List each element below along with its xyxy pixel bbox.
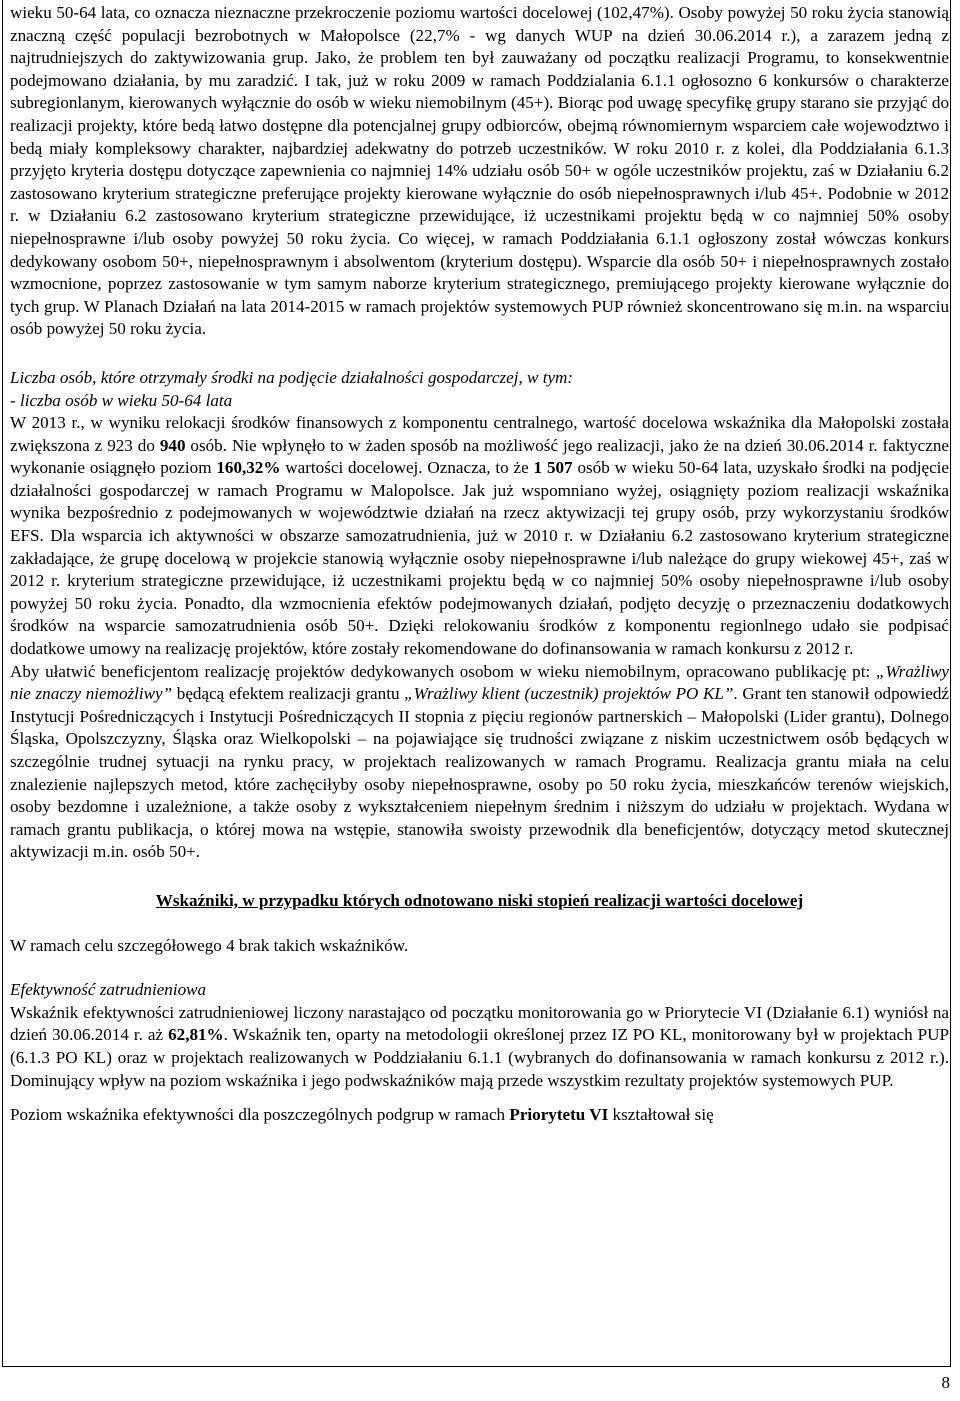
grant-title: „Wrażliwy klient (uczestnik) projektów PO KL” bbox=[404, 684, 734, 704]
paragraph-effectiveness: Wskaźnik efektywności zatrudnieniowej liczony narastająco od początku monitorowania go w Priorytecie VI (Działanie 6.1) wyniósł na dzień 30.06.2014 r. aż 62,81%. Wskaźnik ten, oparty na metodologii określonej przez IZ PO KL, monitorowany był w projektach PUP (6.1.3 PO KL) oraz w projektach realizowanych w Poddziałaniu 6.1.1 (wybranych do dofinansowania w ramach konkursu z 2012 r.). Dominujący wpływ na poziom wskaźnika i jego podwskaźników mają przede wszystkim rezultaty projektów systemowych PUP. bbox=[10, 1002, 949, 1090]
indicator-subtitle: - liczba osób w wieku 50-64 lata bbox=[10, 390, 233, 410]
paragraph-no-indicators: W ramach celu szczegółowego 4 brak takich wskaźników. bbox=[10, 935, 409, 955]
paragraph-grant: Aby ułatwić beneficjentom realizację projektów dedykowanych osobom w wieku niemobilnym, opracowano publikację pt: „Wrażliwy nie znaczy niemożliwy” będącą efektem realizacji grantu „Wrażliwy klient (uczestnik) projektów PO KL”. Grant ten stanowił odpowiedź Instytucji Pośredniczących i Instytucji Pośredniczących II stopnia z pięciu regionów partnerskich – Małopolski (Lider grantu), Dolnego Śląska, Opolszczyzny, Śląska oraz Wielkopolski – na pojawiające się trudności związane z niskim uczestnictwem osób będących w szczególnie trudnej sytuacji na rynku pracy, w projektach realizowanych w ramach Programu. Realizacja grantu miała na celu znalezienie najlepszych metod, które zachęciłyby osoby niepełnosprawne, osoby po 50 roku życia, mieszkańców terenów wiejskich, osoby bezdomne i uzależnione, a także osoby z wykształceniem niepełnym średnim i niższym do udziału w projektach. Wydana w ramach grantu publikacja, o której mowa na wstępie, stanowiła swoisty przewodnik dla beneficjentów, dotyczący metod skutecznej aktywizacji m.in. osób 50+. bbox=[10, 661, 949, 862]
document-body bbox=[10, 2, 949, 1127]
paragraph-indicator-analysis: W 2013 r., w wyniku relokacji środków finansowych z komponentu centralnego, wartość docelowa wskaźnika dla Małopolski została zwiększona z 923 do 940 osób. Nie wpłynęło to w żaden sposób na możliwość jego realizacji, jako że na dzień 30.06.2014 r. faktyczne wykonanie osiągnęło poziom 160,32% wartości docelowej. Oznacza, to że 1 507 osób w wieku 50-64 lata, uzyskało środki na podjęcie działalności gospodarczej w ramach Programu w Malopolsce. Jak już wspomniano wyżej, osiągnięty poziom realizacji wskaźnika wynika bezpośrednio z podejmowanych w województwie działań na rzecz aktywizacji tej grupy osób, przy wykorzystaniu środków EFS. Dla wsparcia ich aktywności w obszarze samozatrudnienia, już w 2010 r. w Działaniu 6.2 zastosowano kryterium strategiczne zakładające, że grupę docelową w projekcie stanowią wyłącznie osoby niepełnosprawne i/lub należące do grupy wiekowej 45+, zaś w 2012 r. kryterium strategiczne przewidujące, iż uczestnikami projektu będą w co najmniej 50% osoby niepełnosprawne i/lub osoby powyżej 50 roku życia. Ponadto, dla wzmocnienia efektów podejmowanych działań, podjęto decyzję o przeznaczeniu dodatkowych środków na wsparcie samozatrudnienia osób 50+. Dzięki relokowaniu środków z komponentu regionlnego udało sie podpisać dodatkowe umowy na realizację projektów, które zostały rekomendowane do dofinansowania w ramach konkursu z 2012 r. bbox=[10, 413, 950, 659]
indicator-title: Liczba osób, które otrzymały środki na podjęcie działalności gospodarczej, w tym: bbox=[10, 367, 574, 387]
paragraph-subgroups: Poziom wskaźnika efektywności dla poszczególnych podgrup w ramach Priorytetu VI kształtował się bbox=[10, 1105, 714, 1125]
effectiveness-value: 62,81% bbox=[168, 1025, 224, 1045]
section-heading: Wskaźniki, w przypadku których odnotowano niski stopień realizacji wartości docelowej bbox=[155, 890, 804, 910]
page-number: 8 bbox=[941, 1373, 950, 1392]
paragraph-50plus-support: wieku 50-64 lata, co oznacza nieznaczne przekroczenie poziomu wartości docelowej (102,47%). Osoby powyżej 50 roku życia stanowią znaczną część populacji bezrobotnych w Małopolsce (22,7% - wg danych WUP na dzień 30.06.2014 r.), a zarazem jedną z najtrudniejszych do zaktywizowania grup. Jako, że problem ten był zauważany od początku realizacji Programu, to konsekwentnie podejmowano działania, by mu zaradzić. I tak, już w roku 2009 w ramach Poddzialania 6.1.1 ogłosozno 6 konkursów o charakterze subregionlanym, kierowanych wyłącznie do osób w wieku niemobilnym (45+). Biorąc pod uwagę specyfikę grupy starano sie przyjąć do realizacji projekty, które bedą łatwo dostępne dla potencjalnej grupy odbiorców, obejmą równomiernym wsparciem całe wojewodztwo i bedą miały kompleksowy charakter, najbardziej adekwatny do potrzeb uczestników. W roku 2010 r. z kolei, dla Poddziałania 6.1.3 przyjęto kryteria dostępu dotyczące zapewnienia co najmniej 14% udziału osób 50+ w ogóle uczestników projektu, zaś w Działaniu 6.2 zastosowano kryterium strategiczne preferujące projekty kierowane wyłącznie do osób niepełnosprawnych i/lub 45+. Podobnie w 2012 r. w Działaniu 6.2 zastosowano kryterium strategiczne przewidujące, iż uczestnikami projektu będą w co najmniej 50% osoby niepełnosprawne i/lub osoby powyżej 50 roku życia. Co więcej, w ramach Poddziałania 6.1.1 ogłoszony został wówczas konkurs dedykowany osobom 50+, niepełnosprawnym i absolwentom (kryterium dostępu). Wsparcie dla osób 50+ i niepełnosprawnych zostało wzmocnione, poprzez zastosowanie w tym samym naborze kryterium strategicznego, premiującego projekty kierowane wyłącznie do tych grup. W Planach Działań na lata 2014-2015 w ramach projektów systemowych PUP również skoncentrowano się m.in. na wsparciu osób powyżej 50 roku życia. bbox=[10, 3, 949, 339]
priority-name: Priorytetu VI bbox=[509, 1105, 609, 1125]
publication-title: „Wrażliwy nie znaczy niemożliwy” bbox=[10, 661, 949, 704]
effectiveness-title: Efektywność zatrudnieniowa bbox=[10, 980, 207, 1000]
persons-count: 1 507 bbox=[533, 458, 573, 478]
realization-percent: 160,32% bbox=[216, 458, 281, 478]
target-value: 940 bbox=[159, 435, 186, 455]
